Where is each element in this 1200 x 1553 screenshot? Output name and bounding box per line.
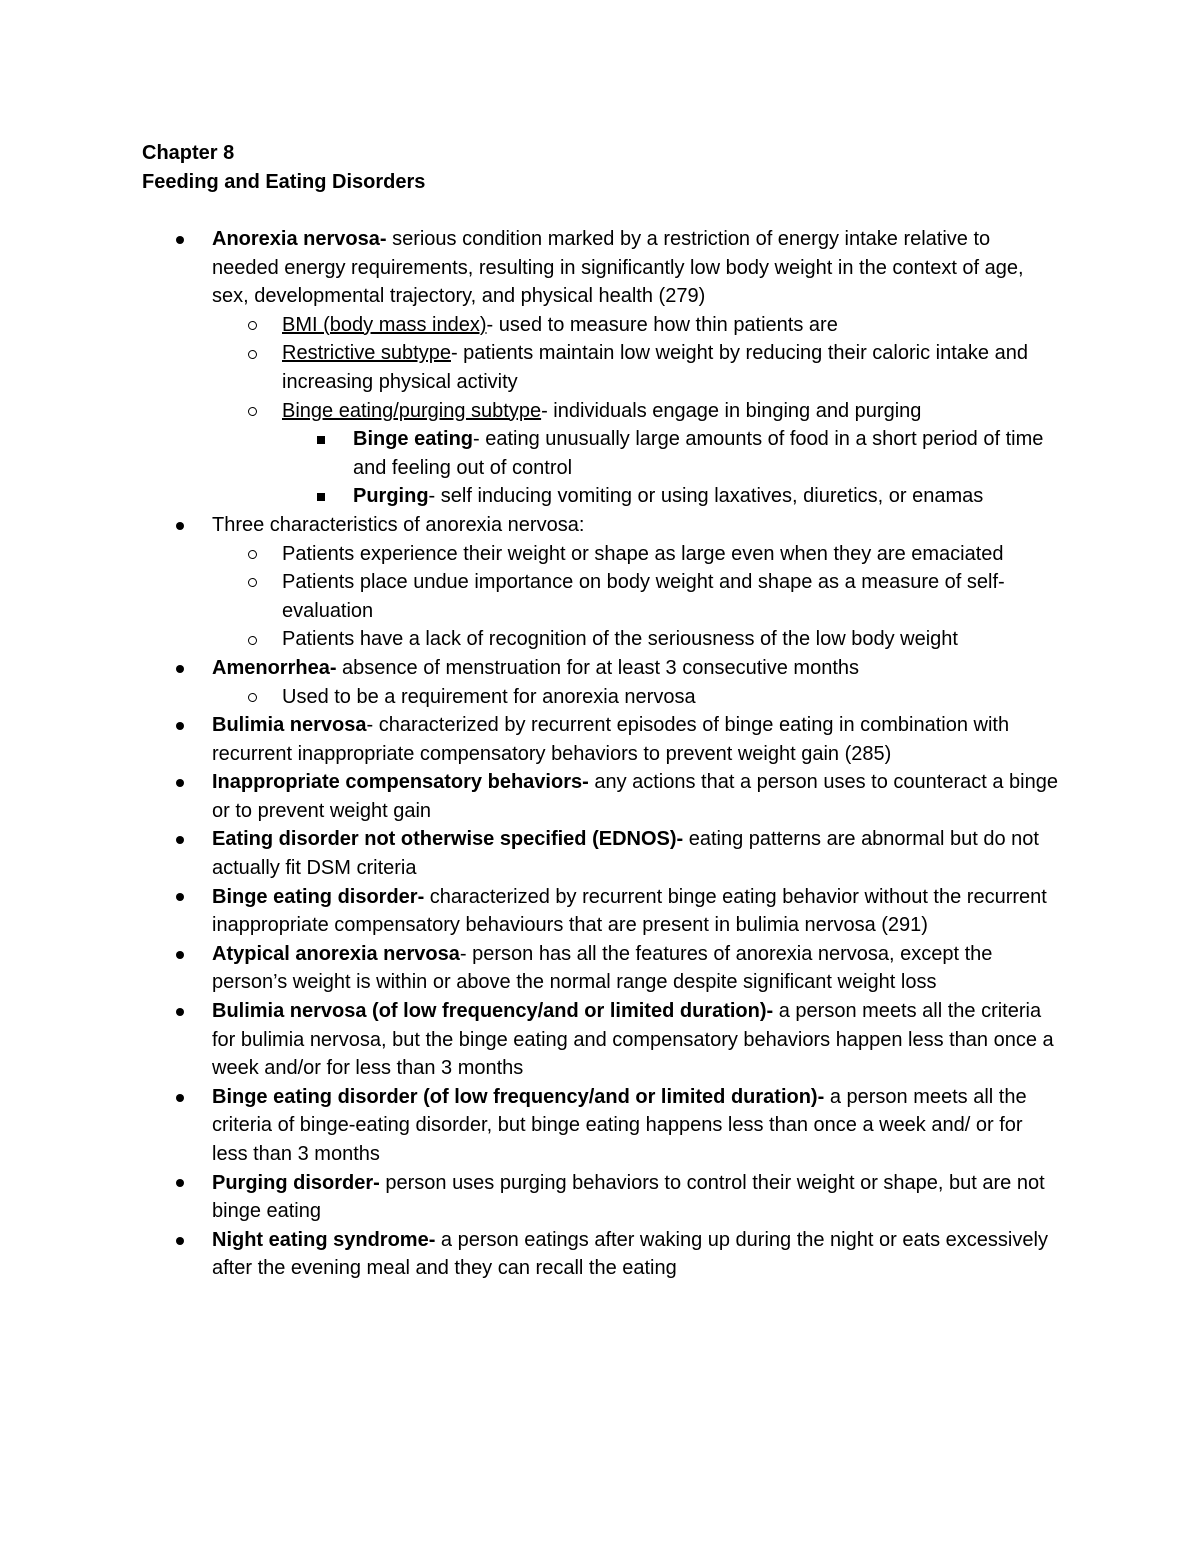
definition-text: Used to be a requirement for anorexia nervosa — [282, 685, 696, 708]
bullet-dot-icon — [176, 768, 184, 797]
list-item — [142, 997, 1062, 1083]
list-item — [142, 1226, 1062, 1283]
bullet-dot-icon — [176, 883, 184, 912]
term-label: Binge eating/purging subtype — [282, 399, 542, 422]
term-label: Restrictive subtype — [282, 342, 451, 365]
list-item — [142, 482, 1062, 511]
bullet-square-icon — [317, 425, 325, 454]
list-item — [142, 625, 1062, 654]
bullet-dot-icon — [176, 654, 184, 683]
definition-text: a person meets all the criteria for bulimia nervosa, but the binge eating and compensatory behaviors happen less than once a week and/or for less than 3 months — [212, 1000, 1054, 1080]
list-item — [142, 940, 1062, 997]
definition-text: characterized by recurrent binge eating behavior without the recurrent inappropriate compensatory behaviours that are present in bulimia nervosa (291) — [212, 885, 1047, 937]
list-item — [142, 825, 1062, 882]
list-item — [142, 768, 1062, 825]
term-label: Atypical anorexia nervosa — [212, 942, 460, 965]
bullet-circle-icon — [248, 397, 257, 426]
bullet-dot-icon — [176, 711, 184, 740]
bullet-circle-icon — [248, 311, 257, 340]
bullet-circle-icon — [248, 625, 257, 654]
bullet-circle-icon — [248, 683, 257, 712]
term-label: Binge eating disorder (of low frequency/and or limited duration)- — [212, 1085, 825, 1108]
term-label: Binge eating — [353, 428, 474, 451]
definition-text: - characterized by recurrent episodes of binge eating in combination with recurrent inappropriate compensatory behaviors to prevent weight gain (285) — [212, 714, 1010, 765]
definition-text: serious condition marked by a restriction of energy intake relative to needed energy requirements, resulting in significantly low body weight in the context of age, sex, developmental trajectory, and physical health (279) — [212, 228, 1024, 308]
definition-text: Three characteristics of anorexia nervosa: — [212, 513, 585, 536]
definition-text: eating patterns are abnormal but do not actually fit DSM criteria — [212, 828, 1039, 880]
definition-text: - eating unusually large amounts of food in a short period of time and feeling out of control — [353, 428, 1044, 479]
list-item — [142, 654, 1062, 683]
bullet-dot-icon — [176, 825, 184, 854]
bullet-square-icon — [317, 482, 325, 511]
list-item — [142, 425, 1062, 482]
term-label: BMI (body mass index) — [282, 313, 487, 336]
bullet-dot-icon — [176, 511, 184, 540]
term-label: Bulimia nervosa (of low frequency/and or limited duration)- — [212, 1000, 774, 1023]
term-label: Purging disorder- — [212, 1171, 380, 1194]
definition-text: Patients place undue importance on body weight and shape as a measure of self-evaluation — [282, 571, 1005, 622]
bullet-dot-icon — [176, 1083, 184, 1112]
list-item — [142, 683, 1062, 712]
term-label: Inappropriate compensatory behaviors- — [212, 771, 589, 794]
bullet-circle-icon — [248, 339, 257, 368]
list-item — [142, 311, 1062, 340]
bullet-list — [142, 225, 1062, 1283]
term-label: Eating disorder not otherwise specified (EDNOS)- — [212, 828, 684, 851]
list-item — [142, 511, 1062, 540]
bullet-dot-icon — [176, 940, 184, 969]
definition-text: absence of menstruation for at least 3 consecutive months — [336, 656, 859, 679]
term-label: Bulimia nervosa — [212, 714, 367, 737]
definition-text: - self inducing vomiting or using laxatives, diuretics, or enamas — [428, 485, 984, 508]
bullet-dot-icon — [176, 225, 184, 254]
chapter-label: Chapter 8 — [142, 142, 235, 164]
definition-text: - person has all the features of anorexia nervosa, except the person’s weight is within or above the normal range despite significant weight loss — [212, 942, 993, 994]
list-item — [142, 883, 1062, 940]
bullet-dot-icon — [176, 1169, 184, 1198]
term-label: Binge eating disorder- — [212, 885, 425, 908]
list-item — [142, 1083, 1062, 1169]
list-item — [142, 711, 1062, 768]
list-item — [142, 568, 1062, 625]
list-item — [142, 339, 1062, 396]
definition-text: Patients experience their weight or shape as large even when they are emaciated — [282, 542, 1004, 565]
page-title: Feeding and Eating Disorders — [142, 170, 426, 193]
term-label: Anorexia nervosa- — [212, 228, 387, 250]
term-label: Amenorrhea- — [212, 656, 337, 679]
bullet-dot-icon — [176, 1226, 184, 1255]
definition-text: any actions that a person uses to counteract a binge or to prevent weight gain — [212, 771, 1058, 822]
term-label: Purging — [353, 485, 429, 508]
list-item — [142, 397, 1062, 426]
bullet-circle-icon — [248, 540, 257, 569]
list-item — [142, 225, 1062, 311]
bullet-circle-icon — [248, 568, 257, 597]
definition-text: Patients have a lack of recognition of the seriousness of the low body weight — [282, 628, 958, 651]
document-header — [142, 139, 425, 196]
list-item — [142, 540, 1062, 569]
term-label: Night eating syndrome- — [212, 1228, 436, 1251]
definition-text: - individuals engage in binging and purging — [541, 399, 922, 422]
definition-text: - used to measure how thin patients are — [486, 313, 838, 336]
list-item — [142, 1169, 1062, 1226]
definition-text: a person eatings after waking up during the night or eats excessively after the evening meal and they can recall the eating — [212, 1228, 1048, 1280]
definition-text: - patients maintain low weight by reducing their caloric intake and increasing physical activity — [282, 342, 1028, 393]
definition-text: person uses purging behaviors to control their weight or shape, but are not binge eating — [212, 1171, 1045, 1223]
definition-text: a person meets all the criteria of binge-eating disorder, but binge eating happens less than once a week and/ or for less than 3 months — [212, 1085, 1027, 1165]
bullet-dot-icon — [176, 997, 184, 1026]
